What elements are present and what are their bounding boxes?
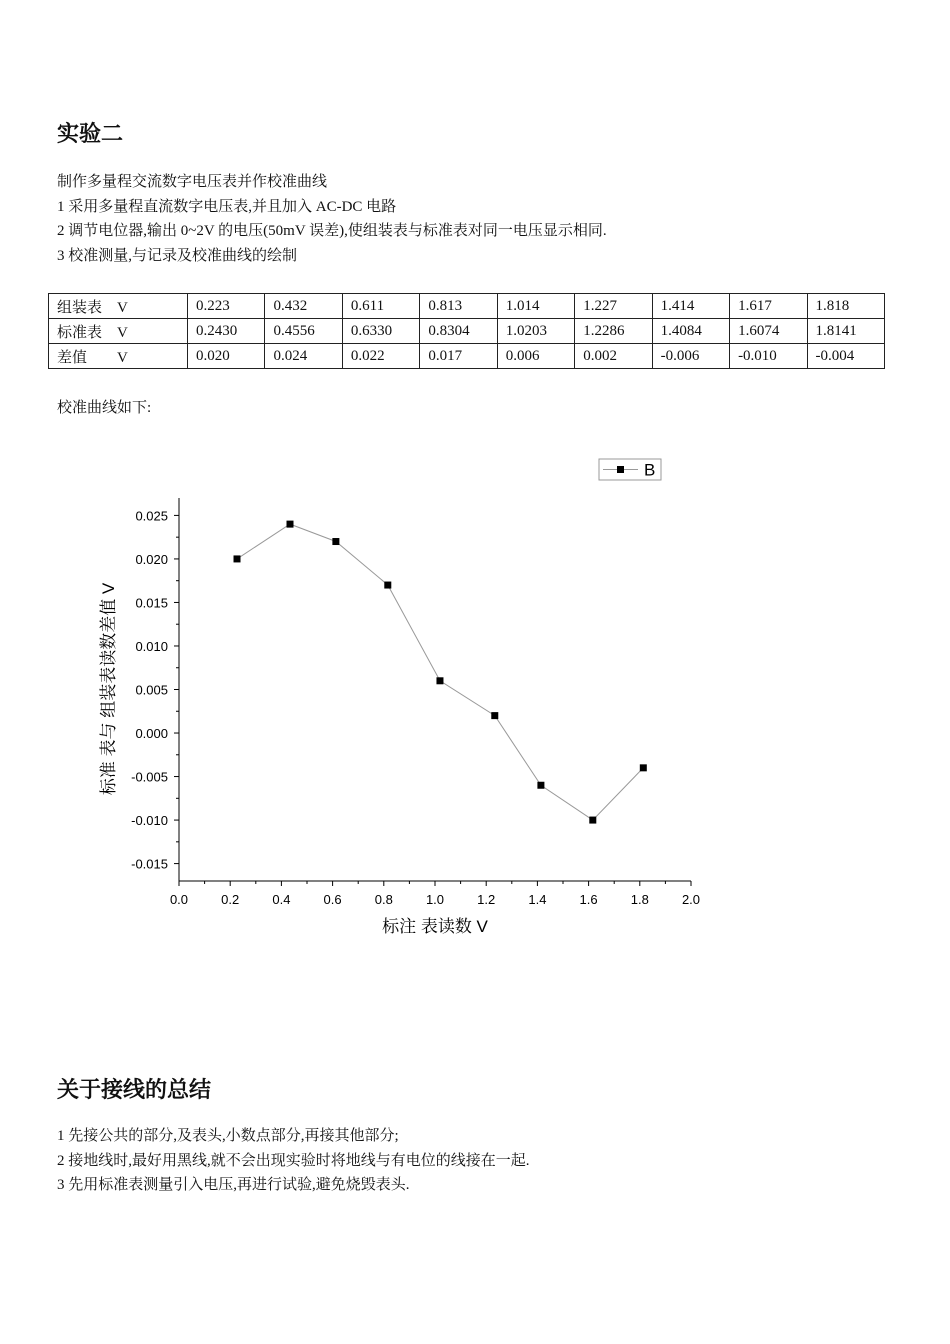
table-cell: 0.024 (265, 344, 342, 369)
description-line: 3 校准测量,与记录及校准曲线的绘制 (57, 247, 298, 264)
table-row (49, 319, 885, 344)
y-tick-label: 0.000 (135, 726, 168, 742)
section-title-wiring-summary: 关于接线的总结 (57, 1078, 212, 1103)
wiring-summary (57, 1124, 530, 1198)
table-row (49, 294, 885, 319)
series-line (237, 524, 643, 820)
chart-caption: 校准曲线如下: (57, 400, 152, 416)
x-tick-label: 1.8 (630, 892, 649, 907)
experiment-description (57, 170, 607, 268)
table-cell: 0.8304 (420, 319, 497, 344)
row-header: 组装表 V (49, 294, 188, 319)
data-point (589, 817, 596, 824)
y-tick-label: -0.005 (131, 769, 168, 785)
x-tick-label: 1.0 (425, 892, 445, 907)
table-row (49, 344, 885, 369)
summary-line: 1 先接公共的部分,及表头,小数点部分,再接其他部分; (57, 1128, 399, 1144)
table-cell: -0.010 (730, 344, 807, 369)
x-tick-label: 1.6 (579, 892, 598, 907)
data-point (537, 782, 544, 789)
table-cell: 0.4556 (265, 319, 342, 344)
table-cell: 1.8141 (807, 319, 885, 344)
x-tick-label: 1.4 (528, 892, 547, 907)
table-cell: 1.0203 (497, 319, 574, 344)
x-tick-label: 1.2 (477, 892, 496, 907)
x-tick-label: 2.0 (681, 892, 701, 907)
y-tick-label: 0.025 (135, 508, 168, 524)
y-tick-label: -0.010 (131, 813, 168, 829)
y-tick-label: 0.015 (135, 595, 168, 611)
x-tick-label: 0.6 (323, 892, 342, 907)
table-cell: 0.813 (420, 294, 497, 319)
y-tick-label: 0.010 (135, 638, 168, 654)
table-cell: 0.006 (497, 344, 574, 369)
table-cell: -0.004 (807, 344, 885, 369)
description-line: 制作多量程交流数字电压表并作校准曲线 (57, 174, 328, 190)
y-tick-label: 0.020 (135, 551, 168, 567)
x-tick-label: 0.0 (169, 892, 189, 907)
table-cell: -0.006 (652, 344, 729, 369)
table-cell: 1.4084 (652, 319, 729, 344)
legend-marker (617, 466, 624, 473)
y-tick-label: 0.005 (135, 682, 168, 698)
table-cell: 0.017 (420, 344, 497, 369)
table-cell: 0.022 (342, 344, 419, 369)
data-point (234, 555, 241, 562)
table-cell: 0.002 (575, 344, 652, 369)
table-cell: 0.2430 (188, 319, 265, 344)
calibration-table (48, 293, 885, 369)
x-tick-label: 0.4 (272, 892, 291, 907)
table-cell: 0.611 (342, 294, 419, 319)
table-cell: 0.432 (265, 294, 342, 319)
table-cell: 0.223 (188, 294, 265, 319)
y-axis-label: 标准 表与 组装表读数差值 V (99, 582, 118, 796)
table-cell: 1.818 (807, 294, 885, 319)
x-axis-label: 标注 表读数 V (382, 917, 488, 936)
row-header: 标准表 V (49, 319, 188, 344)
table-cell: 1.6074 (730, 319, 807, 344)
row-header: 差值 V (49, 344, 188, 369)
table-cell: 1.617 (730, 294, 807, 319)
calibration-chart (80, 448, 720, 948)
data-point (384, 582, 391, 589)
description-line: 1 采用多量程直流数字电压表,并且加入 AC-DC 电路 (57, 198, 397, 215)
table-cell: 0.6330 (342, 319, 419, 344)
data-point (436, 677, 443, 684)
section-title-experiment-two: 实验二 (57, 122, 124, 147)
table-cell: 0.020 (188, 344, 265, 369)
table-cell: 1.2286 (575, 319, 652, 344)
legend-label: B (644, 460, 656, 480)
x-tick-label: 0.2 (221, 892, 240, 907)
table-cell: 1.414 (652, 294, 729, 319)
data-point (287, 521, 294, 528)
legend (599, 459, 661, 480)
data-point (332, 538, 339, 545)
table-cell: 1.014 (497, 294, 574, 319)
summary-line: 3 先用标准表测量引入电压,再进行试验,避免烧毁表头. (57, 1177, 410, 1193)
data-point (491, 712, 498, 719)
description-line: 2 调节电位器,输出 0~2V 的电压(50mV 误差),使组装表与标准表对同一电压显示相同. (57, 223, 607, 239)
x-tick-label: 0.8 (374, 892, 393, 907)
y-tick-label: -0.015 (131, 856, 168, 872)
data-point (640, 764, 647, 771)
table-cell: 1.227 (575, 294, 652, 319)
summary-line: 2 接地线时,最好用黑线,就不会出现实验时将地线与有电位的线接在一起. (57, 1152, 530, 1169)
